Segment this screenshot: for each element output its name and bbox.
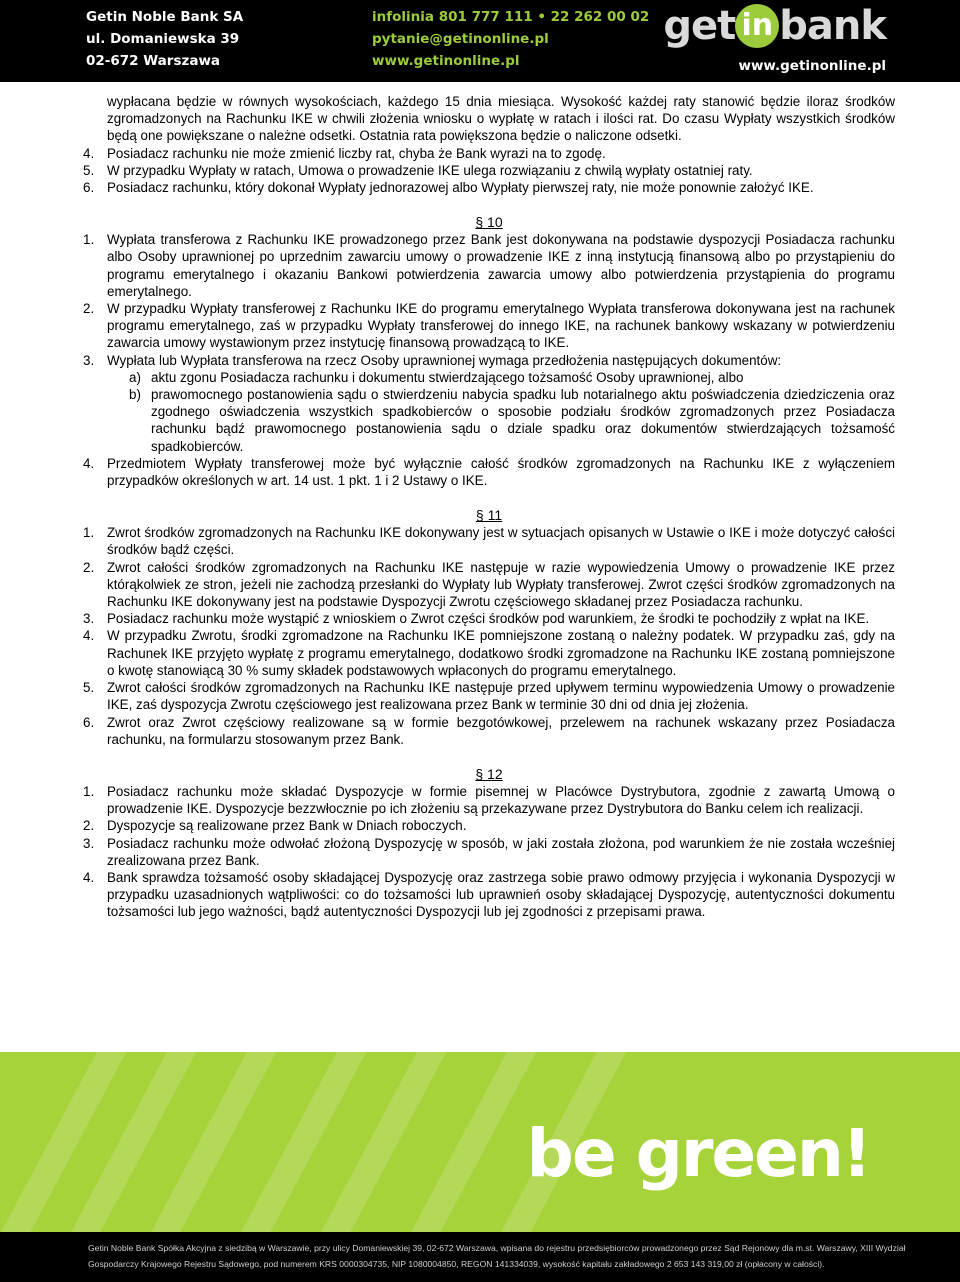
- list-item: 1. Zwrot środków zgromadzonych na Rachunku IKE dokonywany jest w sytuacjach opisanych w Ustawie o IKE i może dotyczyć całości środków bądź części.: [83, 525, 895, 558]
- sublist-item: b) prawomocnego postanowienia sądu o stwierdzeniu nabycia spadku lub notarialnego aktu poświadczenia dziedziczenia oraz zgodnego oświadczenia wszystkich spadkobierców o sposobie podziału środków zgromadzonych przez Posiadacza rachunku bądź prawomocnego postanowienia sądu o dziale spadku oraz dokumentów stwierdzających tożsamość spadkobierców.: [129, 387, 895, 454]
- bank-city: 02-672 Warszawa: [86, 53, 221, 69]
- list-item: 3. Posiadacz rachunku może odwołać złożoną Dyspozycję w sposób, w jaki została złożona, pod warunkiem że nie została wcześniej zrealizowana przez Bank.: [83, 835, 895, 868]
- section-11-list: [83, 524, 895, 748]
- intro-paragraph: wypłacana będzie w równych wysokościach, każdego 15 dnia miesiąca. Wysokość każdej raty stanowić będzie iloraz środków zgromadzonych na Rachunku IKE w chwili złożenia wniosku o wypłatę w ratach i ilości rat. Do czasu Wypłaty wszystkich środków będą one powiększane o należne odsetki. Ostatnia rata powiększona będzie o naliczone odsetki.: [107, 94, 895, 144]
- logo-url[interactable]: www.getinonline.pl: [738, 58, 886, 74]
- footer-line-2: Gospodarczy Krajowego Rejestru Sądowego, pod numerem KRS 0000304735, NIP 1080004850, REGON 141334039, wysokość kapitału zakładowego 2 653 143 319,00 zł (opłacony w całości).: [88, 1259, 825, 1269]
- logo-in-circle: in: [735, 4, 779, 48]
- contact-email[interactable]: pytanie@getinonline.pl: [372, 31, 549, 47]
- bank-address: [86, 6, 243, 72]
- page-footer: [0, 1232, 960, 1282]
- bank-street: ul. Domaniewska 39: [86, 31, 240, 47]
- list-item: 6. Posiadacz rachunku, który dokonał Wypłaty jednorazowej albo Wypłaty pierwszej raty, nie może ponownie założyć IKE.: [83, 180, 814, 196]
- list-item: 4. Posiadacz rachunku nie może zmienić liczby rat, chyba że Bank wyrazi na to zgodę.: [83, 145, 606, 161]
- list-item: 6. Zwrot oraz Zwrot częściowy realizowane są w formie bezgotówkowej, przelewem na rachunek wskazany przez Posiadacza rachunku, na formularzu stosowanym przez Bank.: [83, 714, 895, 747]
- section-heading-12: § 12: [475, 765, 503, 782]
- intro-list: [83, 145, 895, 197]
- list-item: 4. Przedmiotem Wypłaty transferowej może być wyłącznie całość środków zgromadzonych na Rachunku IKE z wyłączeniem przypadków określonych w art. 14 ust. 1 pkt. 1 i 2 Ustawy o IKE.: [83, 455, 895, 489]
- list-item: 2. Zwrot całości środków zgromadzonych na Rachunku IKE następuje w razie wypowiedzenia Umowy o prowadzenie IKE przez którąkolwiek ze stron, jeżeli nie zachodzą przesłanki do Wypłaty lub Wypłaty transferowej. Zwrot części środków zgromadzonych na Rachunku IKE dokonywany jest na podstawie Dyspozycji Zwrotu częściowego składanej przez Posiadacza rachunku.: [83, 559, 895, 610]
- list-item: 1. Wypłata transferowa z Rachunku IKE prowadzonego przez Bank jest dokonywana na podstawie dyspozycji Posiadacza rachunku albo Osoby uprawnionej po uprzednim zawarciu umowy o prowadzenie IKE z inną instytucją finansową albo po przystąpieniu do programu emerytalnego i okazaniu Bankowi potwierdzenia zawarcia umowy albo potwierdzenia przystąpienia do programu emerytalnego.: [83, 232, 895, 299]
- page-header: [0, 0, 960, 82]
- logo-wordmark: get in bank: [663, 3, 886, 49]
- be-green-slogan: be green!: [526, 1115, 870, 1192]
- sublist-item: a) aktu zgonu Posiadacza rachunku i dokumentu stwierdzającego tożsamość Osoby uprawnionej, albo: [129, 369, 744, 385]
- list-item: 1. Posiadacz rachunku może składać Dyspozycje w formie pisemnej w Placówce Dystrybutora, zgodnie z zawartą Umową o prowadzenie IKE. Dyspozycje bezzwłocznie po ich złożeniu są przekazywane przez Dystrybutora do Banku celem ich realizacji.: [83, 783, 895, 817]
- contact-info: [372, 6, 649, 72]
- list-item: 4. W przypadku Zwrotu, środki zgromadzone na Rachunku IKE pomniejszone zostaną o należny podatek. W przypadku zaś, gdy na Rachunek IKE przyjęto wypłatę z programu emerytalnego, dodatkowo środki zgromadzone na Rachunku IKE zostaną pomniejszone o kwotę stanowiącą 30 % sumy składek podstawowych wpłaconych do programu emerytalnego.: [83, 628, 895, 678]
- getinbank-logo: [663, 4, 886, 74]
- bank-name: Getin Noble Bank SA: [86, 9, 244, 25]
- list-item: 4. Bank sprawdza tożsamość osoby składającej Dyspozycję oraz zastrzega sobie prawo odmowy przyjęcia i wykonania Dyspozycji w przypadku uzasadnionych wątpliwości: co do tożsamości lub uprawnień osoby składającej Dyspozycję, autentyczności dokumentu tożsamości lub jego ważności, bądź autentyczności Dyspozycji lub jej zgodności z przepisami prawa.: [83, 869, 895, 920]
- section-12-list: [83, 783, 895, 921]
- list-item: 3. Wypłata lub Wypłata transferowa na rzecz Osoby uprawnionej wymaga przedłożenia następujących dokumentów: a) aktu zgonu Posiadacza rachunku i dokumentu stwierdzającego tożsamość Osoby uprawnionej, albo b) prawomocnego postanowienia sądu o stwierdzeniu nabycia spadku lub notarialnego aktu poświadczenia dziedziczenia oraz zgodnego oświadczenia wszystkich spadkobierców o sposobie podziału środków zgromadzonych przez Posiadacza rachunku bądź prawomocnego postanowienia sądu o dziale spadku oraz dokumentów stwierdzających tożsamość spadkobierców.: [83, 352, 895, 454]
- section-10-list: [83, 231, 895, 489]
- footer-line-1: Getin Noble Bank Spółka Akcyjna z siedzibą w Warszawie, przy ulicy Domaniewskiej 39, 02-672 Warszawa, wpisana do rejestru przedsiębiorców prowadzonego przez Sąd Rejonowy dla m.st. Warszawy, XIII Wydział: [88, 1243, 906, 1253]
- list-item: 5. Zwrot całości środków zgromadzonych na Rachunku IKE następuje przed upływem terminu wypowiedzenia Umowy o prowadzenie IKE, zaś dyspozycja Zwrotu częściowego jest realizowana przez Bank w terminie 30 dni od dnia jej złożenia.: [83, 680, 895, 713]
- list-item: 5. W przypadku Wypłaty w ratach, Umowa o prowadzenie IKE ulega rozwiązaniu z chwilą wypłaty ostatniej raty.: [83, 162, 753, 178]
- contact-website[interactable]: www.getinonline.pl: [372, 53, 520, 69]
- be-green-banner: [0, 1052, 960, 1232]
- list-item: 2. W przypadku Wypłaty transferowej z Rachunku IKE do programu emerytalnego Wypłata transferowa dokonywana jest na rachunek programu emerytalnego, zaś w przypadku Wypłaty transferowej do innego IKE, na rachunek bankowy wskazany w potwierdzeniu zawarcia umowy wystawionym przez instytucję finansową prowadzącą to IKE.: [83, 301, 895, 351]
- list-item: 2. Dyspozycje są realizowane przez Bank w Dniach roboczych.: [83, 818, 467, 834]
- infoline: infolinia 801 777 111 • 22 262 00 02: [372, 9, 650, 25]
- section-heading-10: § 10: [475, 214, 503, 231]
- documents-sublist: [83, 369, 895, 455]
- list-item: 3. Posiadacz rachunku może wystąpić z wnioskiem o Zwrot części środków pod warunkiem, że środki te pochodziły z wpłat na IKE.: [83, 611, 870, 627]
- document-body: [83, 93, 895, 921]
- section-heading-11: § 11: [475, 507, 503, 524]
